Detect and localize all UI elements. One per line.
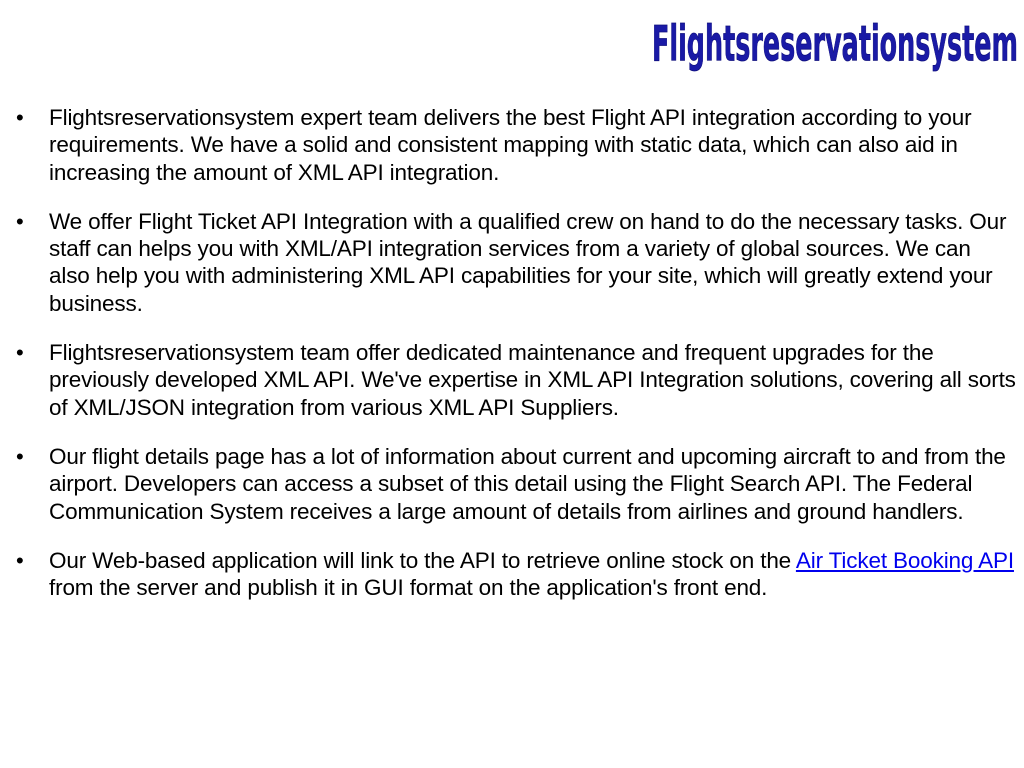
bullet-item [12,547,1016,602]
bullet-text-before-link: Our Web-based application will link to the API to retrieve online stock on the [49,547,796,573]
bullet-icon: • [16,340,24,366]
bullet-text: We offer Flight Ticket API Integration with a qualified crew on hand to do the necessary tasks. Our staff can helps you with XML/API integration services from a variety of global sources. We can also help you with administering XML API capabilities for your site, which will greatly extend your business. [49,208,1007,316]
bullet-item [12,339,1016,421]
bullet-icon: • [16,547,24,573]
bullet-icon: • [16,105,24,130]
bullet-icon: • [16,443,24,469]
bullet-icon: • [16,208,24,234]
brand-logo-text: Flightsreservationsystem [652,15,1018,73]
bullet-text: Flightsreservationsystem expert team delivers the best Flight API integration according to your requirements. We have a solid and consistent mapping with static data, which can also aid in increasing the amount of XML API integration. [49,105,972,185]
bullet-text-after-link: from the server and publish it in GUI format on the application's front end. [49,575,768,601]
bullet-item [12,208,1016,317]
brand-logo-graphic [648,2,1024,78]
air-ticket-booking-api-link[interactable]: Air Ticket Booking API [795,547,1014,573]
bullet-item [12,443,1016,525]
bullet-text: Flightsreservationsystem team offer dedicated maintenance and frequent upgrades for the previously developed XML API. We've expertise in XML API Integration solutions, covering all sorts of XML/JSON integration from various XML API Suppliers. [49,340,1016,420]
brand-logo [648,2,1024,78]
bullet-list [12,104,1016,601]
bullet-text: Our flight details page has a lot of information about current and upcoming aircraft to and from the airport. Developers can access a subset of this detail using the Flight Search API. The Federal Communication System receives a large amount of details from airlines and ground handlers. [49,443,1006,524]
slide-content [12,104,1016,623]
bullet-item [12,104,1016,186]
